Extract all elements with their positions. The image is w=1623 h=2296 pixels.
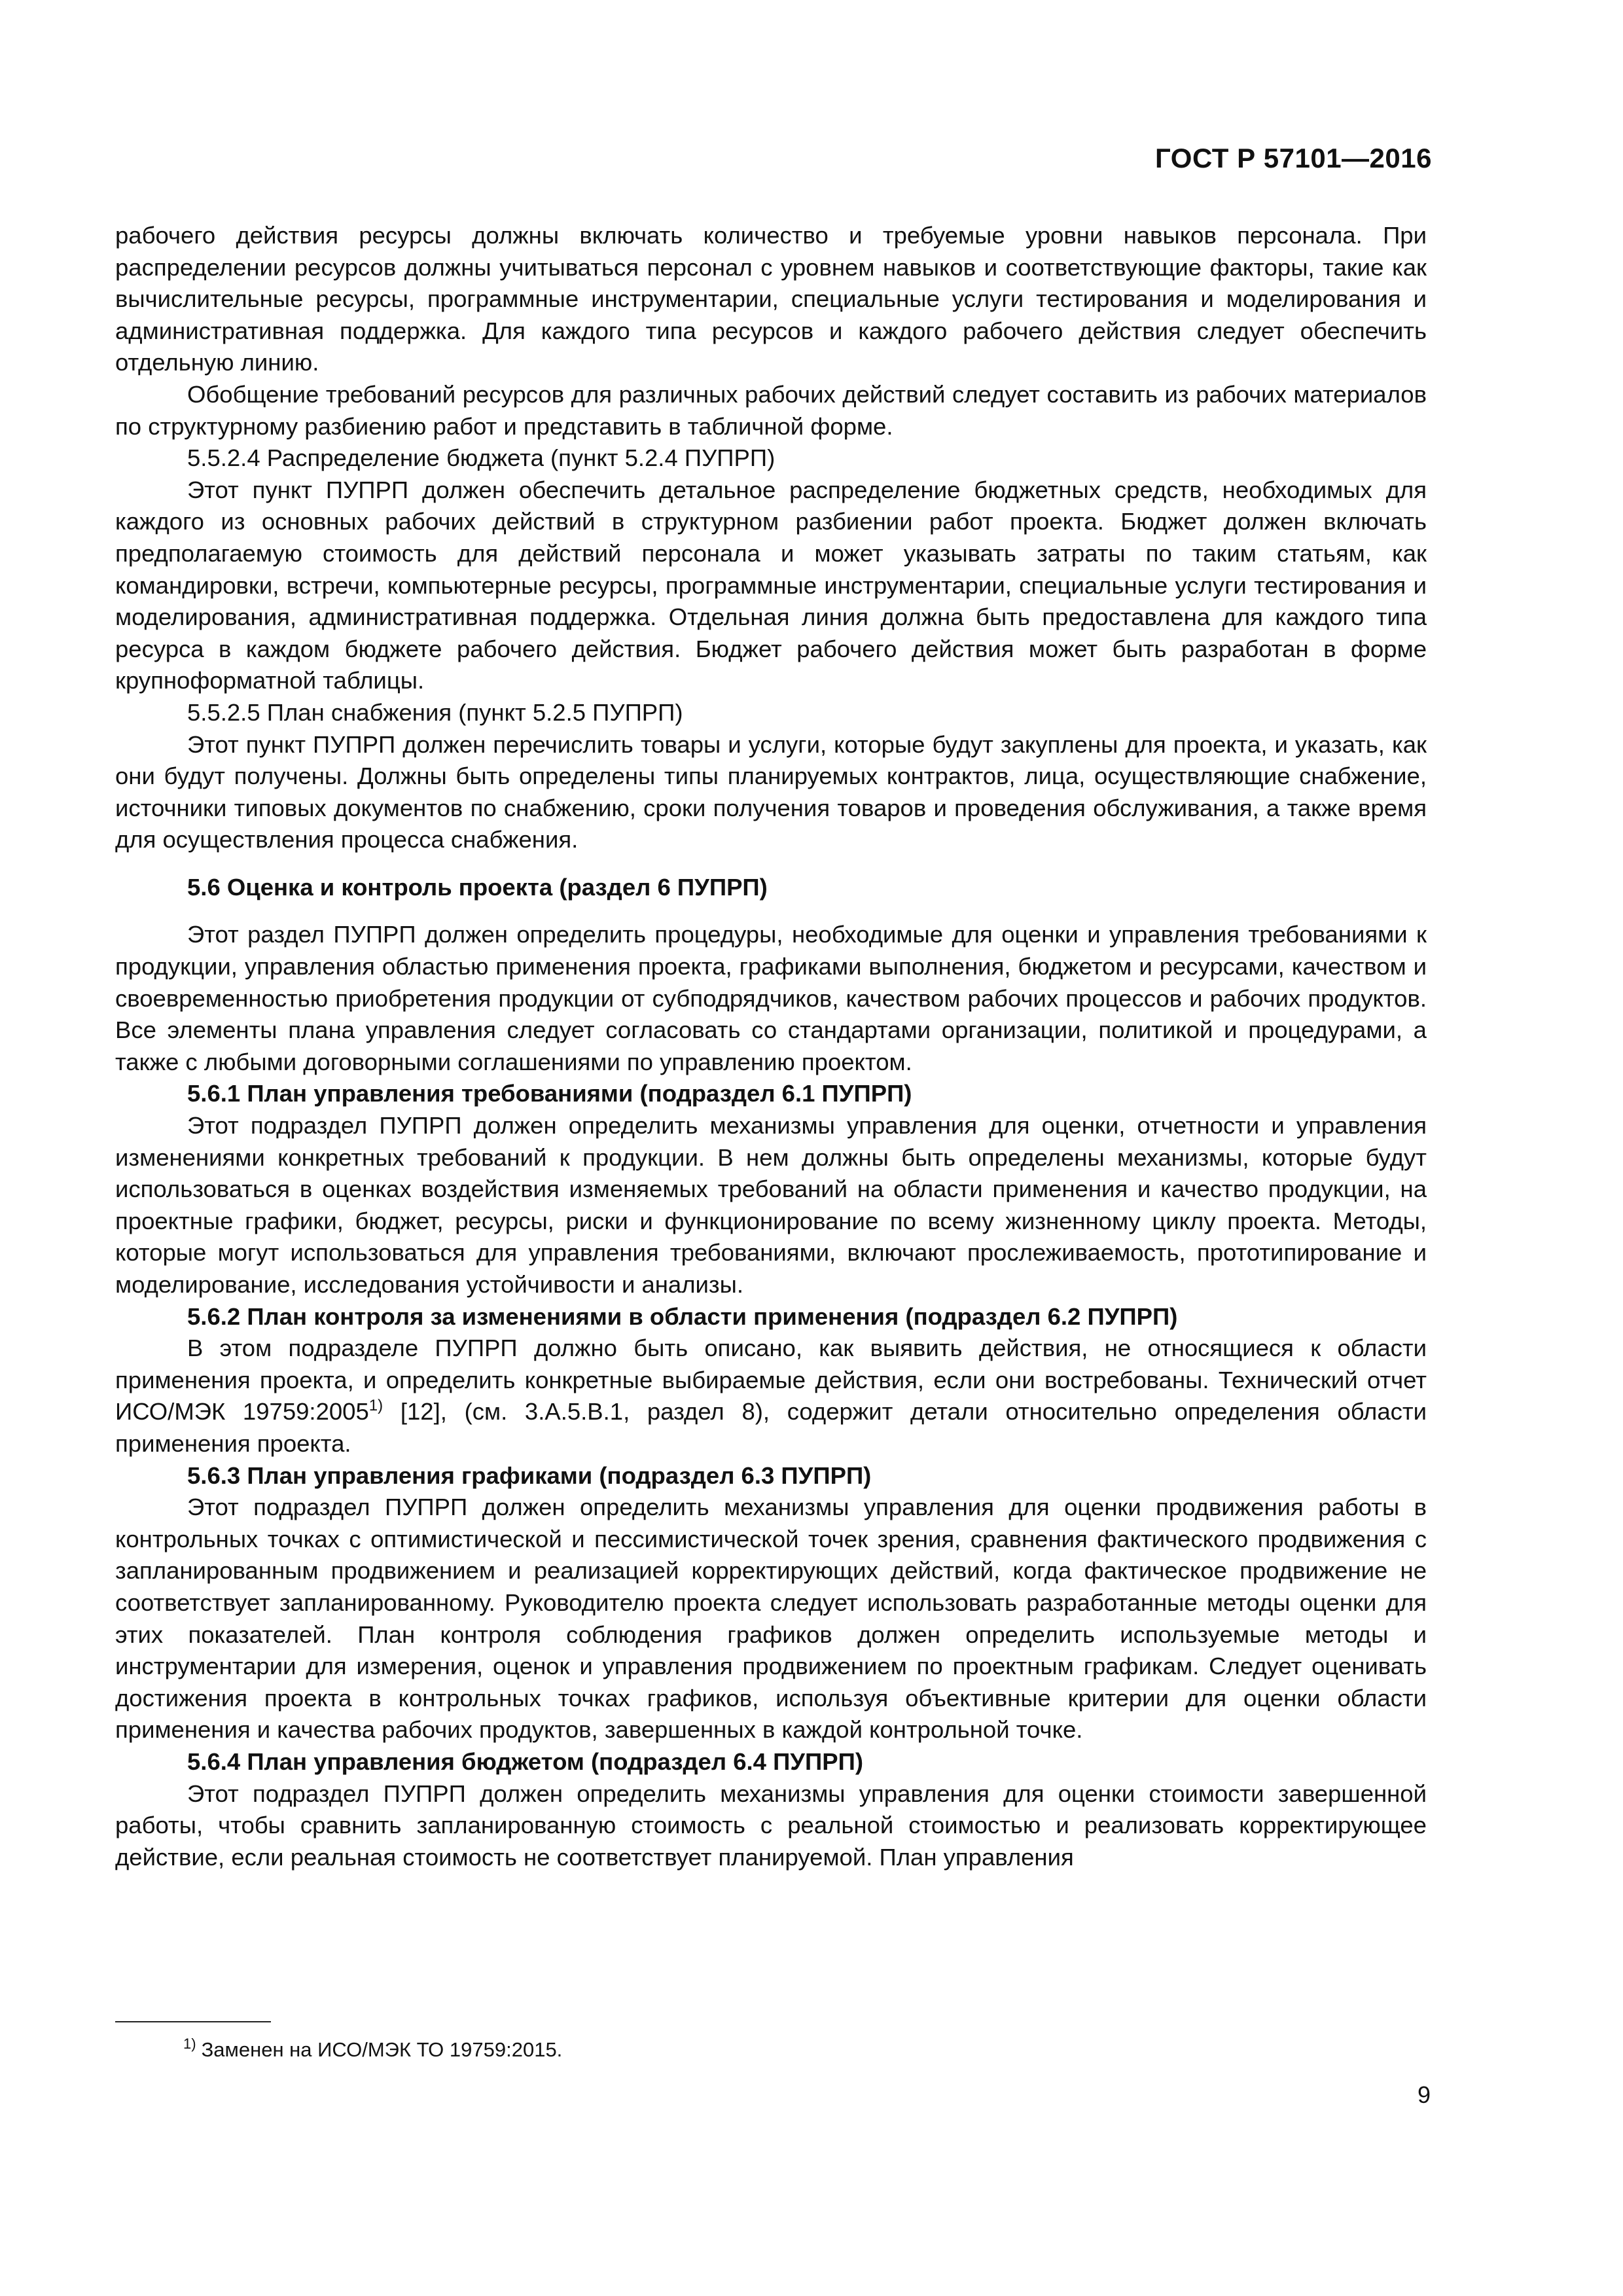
footnote-text: Заменен на ИСО/МЭК ТО 19759:2015. — [201, 2038, 563, 2061]
footnote — [183, 2031, 562, 2063]
footnote-divider — [115, 2021, 271, 2022]
paragraph: Обобщение требований ресурсов для различных рабочих действий следует составить из рабочих материалов по структурному разбиению работ и представить в табличной форме. — [115, 380, 1427, 440]
paragraph: Этот подраздел ПУПРП должен определить механизмы управления для оценки, отчетности и управления изменениями конкретных требований к продукции. В нем должны быть определены механизмы, которые будут использоваться в оценках воздействия изменяемых требований на области применения и качество продукции, на проектные графики, бюджет, ресурсы, риски и функционирование по всему жизненному циклу проекта. Методы, которые могут использоваться для управления требованиями, включают прослеживаемость, прототипирование и моделирование, исследования устойчивости и анализы. — [115, 1112, 1427, 1298]
paragraph: Этот раздел ПУПРП должен определить процедуры, необходимые для оценки и управления требованиями к продукции, управления областью применения проекта, графиками выполнения, бюджетом и ресурсами, качеством и своевременностью приобретения продукции от субподрядчиков, качеством рабочих процессов и рабочих продуктов. Все элементы плана управления следует согласовать со стандартами организации, политикой и процедурами, а также с любыми договорными соглашениями по управлению проектом. — [115, 921, 1427, 1075]
paragraph: Этот подраздел ПУПРП должен определить механизмы управления для оценки продвижения работы в контрольных точках с оптимистической и пессимистической точек зрения, сравнения фактического продвижения с запланированным продвижением и реализацией корректирующих действий, когда фактическое продвижение не соответствует запланированному. Руководителю проекта следует использовать разработанные методы оценки для этих показателей. План контроля соблюдения графиков должен определить используемые методы и инструментарии для измерения, оценок и управления продвижением по проектным графикам. Следует оценивать достижения проекта в контрольных точках графиков, используя объективные критерии для оценки области применения и качества рабочих продуктов, завершенных в каждой контрольной точке. — [115, 1494, 1427, 1744]
paragraph: Этот пункт ПУПРП должен перечислить товары и услуги, которые будут закуплены для проекта, и указать, как они будут получены. Должны быть определены типы планируемых контрактов, лица, осуществляющие снабжение, источники типовых документов по снабжению, сроки получения товаров и проведения обслуживания, а также время для осуществления процесса снабжения. — [115, 730, 1427, 853]
section-heading-5-6: 5.6 Оценка и контроль проекта (раздел 6 ПУПРП) — [187, 873, 768, 901]
document-body — [115, 220, 1427, 1873]
footnote-reference: 1) — [368, 1397, 383, 1415]
paragraph-text: В этом подразделе ПУПРП должно быть описано, как выявить действия, не относящиеся к области применения проекта, и определить конкретные выбираемые действия, если они востребованы. Технический отчет ИСО/МЭК 19759:2005 — [115, 1335, 1427, 1426]
paragraph — [115, 1333, 1427, 1460]
paragraph: рабочего действия ресурсы должны включать количество и требуемые уровни навыков персонала. При распределении ресурсов должны учитываться персонал с уровнем навыков и соответствующие факторы, такие как вычислительные ресурсы, программные инструментарии, специальные услуги тестирования и моделирования и административная поддержка. Для каждого типа ресурсов и каждого рабочего действия следует обеспечить отдельную линию. — [115, 222, 1427, 376]
subsection-heading-5-6-4: 5.6.4 План управления бюджетом (подраздел 6.4 ПУПРП) — [187, 1748, 863, 1775]
paragraph-text: [12], (см. 3.А.5.В.1, раздел 8), содержит детали относительно определения области применения проекта. — [115, 1398, 1427, 1457]
footnote-mark: 1) — [183, 2036, 196, 2052]
clause-heading-5-5-2-5: 5.5.2.5 План снабжения (пункт 5.2.5 ПУПРП) — [187, 698, 683, 726]
clause-heading-5-5-2-4: 5.5.2.4 Распределение бюджета (пункт 5.2.4 ПУПРП) — [187, 444, 776, 472]
paragraph: Этот подраздел ПУПРП должен определить механизмы управления для оценки стоимости завершенной работы, чтобы сравнить запланированную стоимость с реальной стоимостью и реализовать корректирующее действие, если реальная стоимость не соответствует планируемой. План управления — [115, 1780, 1427, 1871]
subsection-heading-5-6-1: 5.6.1 План управления требованиями (подраздел 6.1 ПУПРП) — [187, 1080, 912, 1107]
page-number: 9 — [1417, 2081, 1431, 2108]
document-header: ГОСТ Р 57101—2016 — [1155, 143, 1432, 173]
subsection-heading-5-6-3: 5.6.3 План управления графиками (подраздел 6.3 ПУПРП) — [187, 1462, 872, 1489]
paragraph: Этот пункт ПУПРП должен обеспечить детальное распределение бюджетных средств, необходимых для каждого из основных рабочих действий в структурном разбиении работ проекта. Бюджет должен включать предполагаемую стоимость для действий персонала и может указывать затраты по таким статьям, как командировки, встречи, компьютерные ресурсы, программные инструментарии, специальные услуги тестирования и моделирования, административная поддержка. Отдельная линия должна быть предоставлена для каждого типа ресурса в каждом бюджете рабочего действия. Бюджет рабочего действия может быть разработан в форме крупноформатной таблицы. — [115, 476, 1427, 694]
subsection-heading-5-6-2: 5.6.2 План контроля за изменениями в области применения (подраздел 6.2 ПУПРП) — [187, 1302, 1178, 1330]
